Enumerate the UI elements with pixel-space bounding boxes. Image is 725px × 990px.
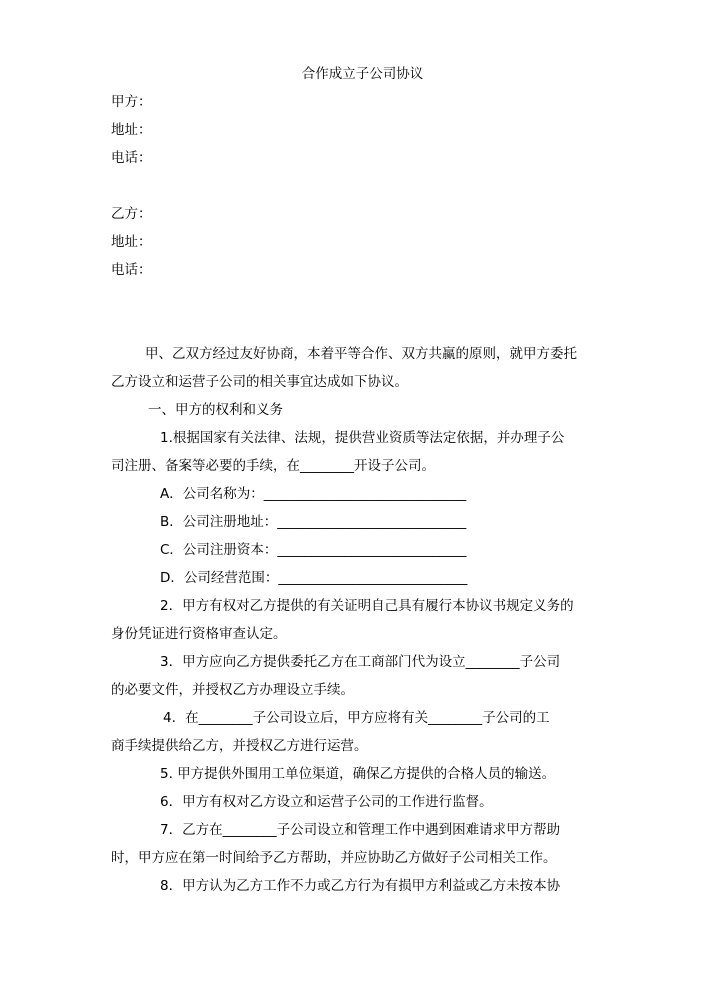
clause-line: 7．乙方在________子公司设立和管理工作中遇到困难请求甲方帮助 bbox=[160, 822, 561, 838]
clause-line: 2．甲方有权对乙方提供的有关证明自己具有履行本协议书规定义务的 bbox=[160, 598, 574, 614]
clause-line: 1.根据国家有关法律、法规，提供营业资质等法定依据，并办理子公 bbox=[160, 430, 565, 446]
clause-line: 6．甲方有权对乙方设立和运营子公司的工作进行监督。 bbox=[160, 794, 493, 810]
section-heading: 一、甲方的权利和义务 bbox=[148, 402, 283, 418]
company-address-field: B．公司注册地址：____________________________ bbox=[160, 514, 467, 530]
clause-line: 身份凭证进行资格审查认定。 bbox=[111, 626, 287, 642]
registered-capital-field: C．公司注册资本：____________________________ bbox=[160, 542, 467, 558]
company-name-field: A．公司名称为：______________________________ bbox=[160, 486, 467, 502]
clause-line: 时，甲方应在第一时间给予乙方帮助，并应协助乙方做好子公司相关工作。 bbox=[111, 850, 557, 866]
party-a-name-label: 甲方： bbox=[111, 94, 152, 110]
clause-line: 4．在________子公司设立后，甲方应将有关________子公司的工 bbox=[163, 710, 550, 726]
clause-line: 司注册、备案等必要的手续，在________开设子公司。 bbox=[111, 458, 435, 474]
party-a-phone-label: 电话： bbox=[111, 150, 152, 166]
clause-line: 商手续提供给乙方，并授权乙方进行运营。 bbox=[111, 738, 368, 754]
party-b-address-label: 地址： bbox=[111, 234, 152, 250]
clause-line: 的必要文件，并授权乙方办理设立手续。 bbox=[111, 682, 354, 698]
clause-line: 8．甲方认为乙方工作不力或乙方行为有损甲方利益或乙方未按本协 bbox=[160, 878, 561, 894]
intro-paragraph-line: 乙方设立和运营子公司的相关事宜达成如下协议。 bbox=[111, 374, 408, 390]
clause-line: 3．甲方应向乙方提供委托乙方在工商部门代为设立________子公司 bbox=[160, 654, 561, 670]
document-title: 合作成立子公司协议 bbox=[301, 66, 424, 82]
intro-paragraph-line: 甲、乙双方经过友好协商，本着平等合作、双方共赢的原则，就甲方委托 bbox=[145, 346, 577, 362]
party-a-address-label: 地址： bbox=[111, 122, 152, 138]
business-scope-field: D．公司经营范围：____________________________ bbox=[160, 570, 468, 586]
clause-line: 5. 甲方提供外围用工单位渠道，确保乙方提供的合格人员的输送。 bbox=[160, 766, 556, 782]
party-b-name-label: 乙方： bbox=[111, 206, 152, 222]
party-b-phone-label: 电话： bbox=[111, 262, 152, 278]
